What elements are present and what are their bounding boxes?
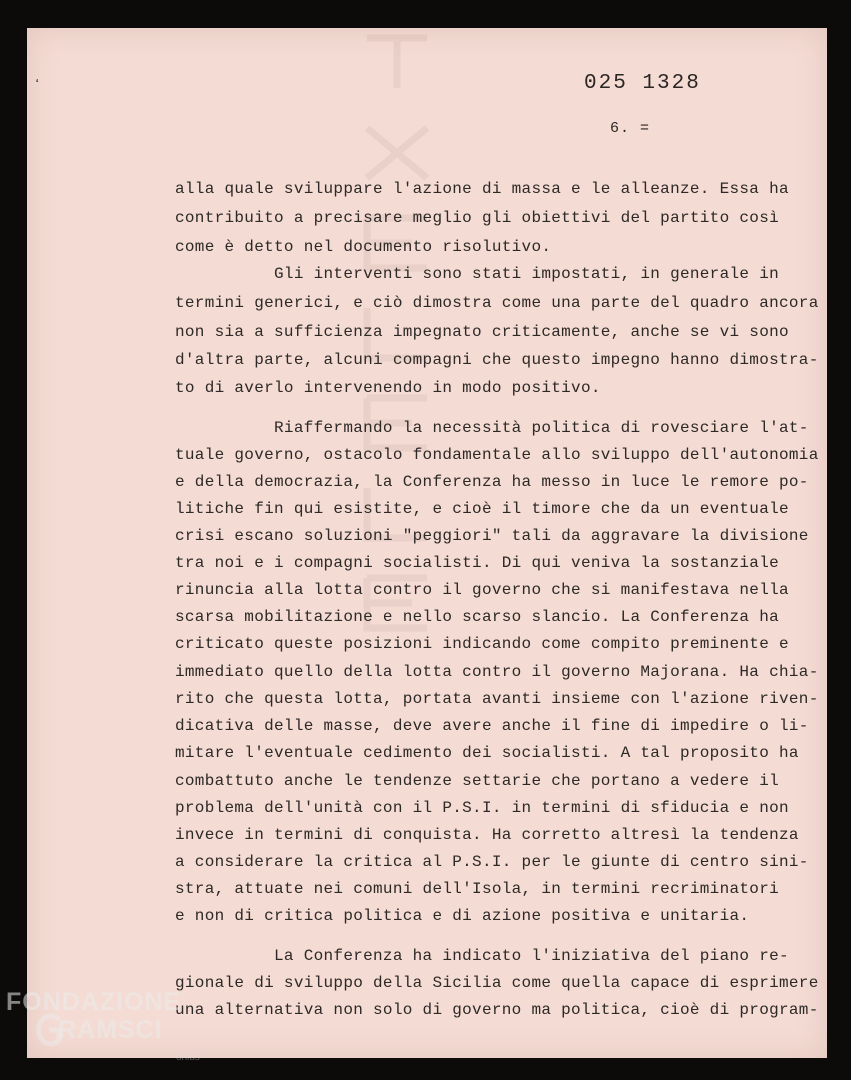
page-number: 6. =	[610, 120, 651, 137]
text-line: combattuto anche le tendenze settarie che portano a vedere il	[175, 772, 779, 790]
document-number: 025 1328	[584, 72, 701, 95]
text-line: termini generici, e ciò dimostra come una parte del quadro ancora	[175, 294, 819, 312]
text-line: d'altra parte, alcuni compagni che questo impegno hanno dimostra-	[175, 351, 819, 369]
text-line: come è detto nel documento risolutivo.	[175, 238, 552, 256]
text-line: alla quale sviluppare l'azione di massa e le alleanze. Essa ha	[175, 180, 789, 198]
fondazione-gramsci-logo	[6, 988, 226, 1074]
text-line: problema dell'unità con il P.S.I. in termini di sfiducia e non	[175, 799, 789, 817]
logo-text-line3: onlus	[176, 1052, 200, 1063]
text-line: tuale governo, ostacolo fondamentale allo sviluppo dell'autonomia	[175, 446, 819, 464]
text-line: Gli interventi sono stati impostati, in generale in	[175, 265, 779, 283]
text-line: scarsa mobilitazione e nello scarso slancio. La Conferenza ha	[175, 608, 779, 626]
text-line: una alternativa non solo di governo ma politica, cioè di program-	[175, 1001, 819, 1019]
text-line: stra, attuate nei comuni dell'Isola, in termini recriminatori	[175, 880, 779, 898]
text-line: rito che questa lotta, portata avanti insieme con l'azione riven-	[175, 690, 819, 708]
text-line: to di averlo intervenendo in modo positivo.	[175, 379, 601, 397]
text-line: dicativa delle masse, deve avere anche il fine di impedire o li-	[175, 717, 809, 735]
text-line: tra noi e i compagni socialisti. Di qui veniva la sostanziale	[175, 554, 779, 572]
text-line: mitare l'eventuale cedimento dei socialisti. A tal proposito ha	[175, 744, 799, 762]
document-page	[27, 28, 827, 1058]
text-line: criticato queste posizioni indicando come compito preminente e	[175, 635, 789, 653]
text-line: non sia a sufficienza impegnato criticamente, anche se vi sono	[175, 323, 789, 341]
logo-text-line2: RAMSCI	[58, 1016, 163, 1044]
margin-mark: ʻ	[33, 78, 42, 94]
text-line: crisi escano soluzioni "peggiori" tali da aggravare la divisione	[175, 527, 809, 545]
text-line: e non di critica politica e di azione positiva e unitaria.	[175, 907, 750, 925]
text-line: rinuncia alla lotta contro il governo che si manifestava nella	[175, 581, 789, 599]
text-line: a considerare la critica al P.S.I. per le giunte di centro sini-	[175, 853, 809, 871]
text-line: invece in termini di conquista. Ha corretto altresì la tendenza	[175, 826, 799, 844]
text-line: e della democrazia, la Conferenza ha messo in luce le remore po-	[175, 473, 809, 491]
text-line: La Conferenza ha indicato l'iniziativa del piano re-	[175, 947, 789, 965]
logo-text-line1: FONDAZIONE	[6, 988, 182, 1016]
text-line: Riaffermando la necessità politica di rovesciare l'at-	[175, 419, 809, 437]
text-line: contribuito a precisare meglio gli obiettivi del partito così	[175, 209, 779, 227]
text-line: litiche fin qui esistite, e cioè il timore che da un eventuale	[175, 500, 789, 518]
text-line: immediato quello della lotta contro il governo Majorana. Ha chia-	[175, 663, 819, 681]
text-line: gionale di sviluppo della Sicilia come quella capace di esprimere	[175, 974, 819, 992]
